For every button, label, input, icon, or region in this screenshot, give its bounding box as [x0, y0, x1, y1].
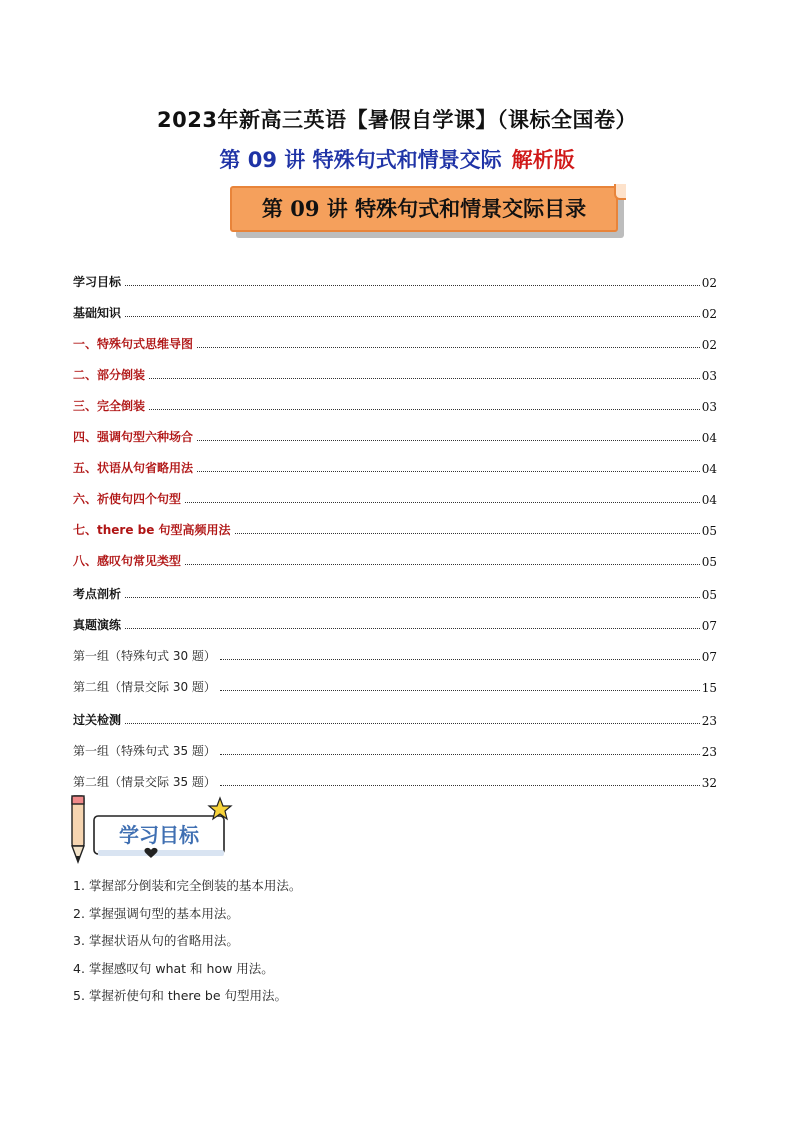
toc-dot-leader	[197, 470, 700, 472]
subtitle-lecture: 第 09 讲 特殊句式和情景交际	[219, 148, 502, 172]
toc-page-number: 23	[701, 714, 717, 728]
toc-page-number: 23	[701, 745, 717, 759]
toc-row[interactable]	[73, 421, 717, 445]
toc-entry-label: 第一组（特殊句式 35 题）	[73, 744, 216, 758]
toc-dot-leader	[125, 284, 700, 286]
toc-page-number: 05	[701, 588, 717, 602]
objective-item: 5. 掌握祈使句和 there be 句型用法。	[73, 988, 288, 1003]
toc-page-number: 04	[701, 462, 717, 476]
toc-page-number: 04	[701, 431, 717, 445]
toc-row[interactable]	[73, 483, 717, 507]
toc-row[interactable]	[73, 640, 717, 664]
toc-banner	[228, 184, 628, 242]
toc-dot-leader	[125, 627, 700, 629]
toc-entry-label: 四、强调句型六种场合	[73, 430, 194, 444]
toc-entry-label: 过关检测	[73, 713, 122, 727]
toc-page-number: 32	[701, 776, 717, 790]
toc-dot-leader	[185, 563, 700, 565]
toc-entry-label: 考点剖析	[73, 587, 122, 601]
toc-row[interactable]	[73, 545, 717, 569]
badge-shadow-strip	[98, 850, 224, 856]
toc-dot-leader	[220, 784, 700, 786]
objective-item: 1. 掌握部分倒装和完全倒装的基本用法。	[73, 878, 302, 893]
objective-item: 3. 掌握状语从句的省略用法。	[73, 933, 239, 948]
pencil-icon	[72, 796, 84, 862]
document-title: 2023年新高三英语【暑假自学课】（课标全国卷）	[157, 108, 637, 132]
toc-entry-label: 八、感叹句常见类型	[73, 554, 182, 568]
toc-row[interactable]	[73, 266, 717, 290]
toc-page-number: 02	[701, 338, 717, 352]
toc-entry-label: 学习目标	[73, 275, 122, 289]
toc-entry-label: 真题演练	[73, 618, 122, 632]
toc-row[interactable]	[73, 452, 717, 476]
toc-dot-leader	[235, 532, 700, 534]
toc-dot-leader	[125, 315, 700, 317]
toc-page-number: 07	[701, 619, 717, 633]
toc-dot-leader	[220, 753, 700, 755]
toc-dot-leader	[149, 377, 700, 379]
document-subtitle	[0, 144, 794, 174]
toc-row[interactable]	[73, 578, 717, 602]
toc-row[interactable]	[73, 609, 717, 633]
toc-dot-leader	[220, 658, 700, 660]
toc-page-number: 03	[701, 369, 717, 383]
toc-entry-label: 三、完全倒装	[73, 399, 146, 413]
toc-dot-leader	[197, 346, 700, 348]
toc-row[interactable]	[73, 328, 717, 352]
toc-dot-leader	[149, 408, 700, 410]
toc-entry-label: 七、there be 句型高频用法	[73, 523, 231, 537]
objective-item: 2. 掌握强调句型的基本用法。	[73, 905, 239, 921]
toc-entry-label: 第一组（特殊句式 30 题）	[73, 649, 216, 663]
toc-page-number: 02	[701, 307, 717, 321]
toc-entry-label: 二、部分倒装	[73, 368, 146, 382]
toc-row[interactable]	[73, 735, 717, 759]
toc-row[interactable]	[73, 671, 717, 695]
toc-row[interactable]	[73, 704, 717, 728]
toc-page-number: 03	[701, 400, 717, 414]
objective-item: 4. 掌握感叹句 what 和 how 用法。	[73, 960, 274, 976]
toc-entry-label: 第二组（情景交际 30 题）	[73, 680, 216, 694]
toc-row[interactable]	[73, 514, 717, 538]
toc-row[interactable]	[73, 359, 717, 383]
toc-page-number: 15	[701, 681, 717, 695]
banner-title: 第 09 讲 特殊句式和情景交际目录	[261, 196, 587, 221]
toc-page-number: 05	[701, 524, 717, 538]
section-badge-objectives	[68, 792, 234, 868]
toc-entry-label: 第二组（情景交际 35 题）	[73, 775, 216, 789]
badge-label: 学习目标	[119, 823, 199, 847]
toc-page-number: 05	[701, 555, 717, 569]
toc-dot-leader	[185, 501, 700, 503]
toc-dot-leader	[197, 439, 700, 441]
subtitle-edition-tag: 解析版	[511, 148, 575, 172]
toc-entry-label: 六、祈使句四个句型	[73, 492, 182, 506]
toc-entry-label: 一、特殊句式思维导图	[73, 337, 194, 351]
toc-entry-label: 基础知识	[73, 306, 122, 320]
toc-entry-label: 五、状语从句省略用法	[73, 461, 194, 475]
toc-page-number: 02	[701, 276, 717, 290]
toc-row[interactable]	[73, 766, 717, 790]
toc-dot-leader	[125, 722, 700, 724]
toc-page-number: 04	[701, 493, 717, 507]
toc-row[interactable]	[73, 390, 717, 414]
toc-dot-leader	[220, 689, 700, 691]
toc-page-number: 07	[701, 650, 717, 664]
toc-dot-leader	[125, 596, 700, 598]
toc-row[interactable]	[73, 297, 717, 321]
